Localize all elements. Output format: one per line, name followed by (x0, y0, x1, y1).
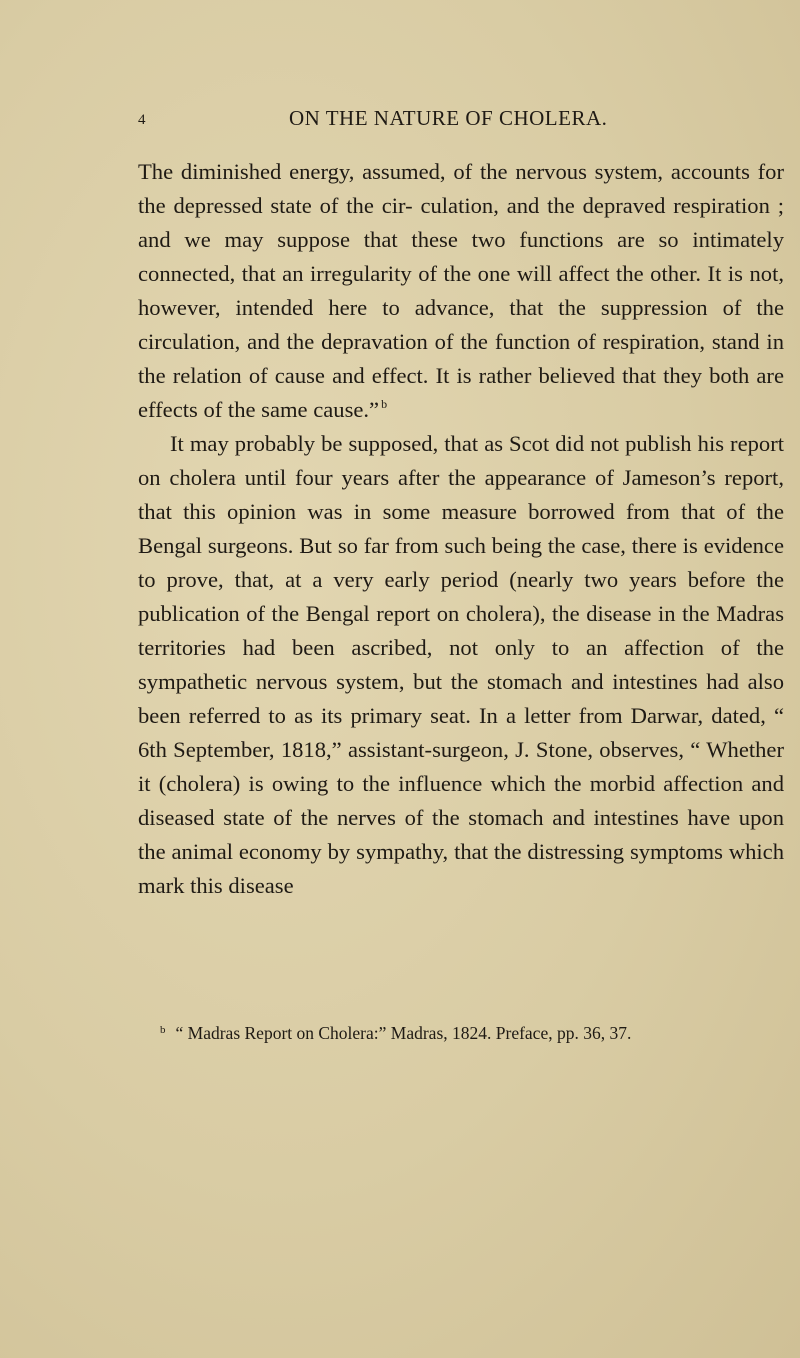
paragraph-1 (138, 155, 784, 427)
paragraph-1-text: The diminished energy, assumed, of the nervous system, accounts for the depressed state of the cir- culation, and the depraved respiration ; and we may suppose that these two functions are so intimately connected, that an irregularity of the one will affect the other. It is not, however, intended here to advance, that the suppression of the circulation, and the depravation of the function of respiration, stand in the relation of cause and effect. It is rather believed that they both are effects of the same cause.” (138, 159, 784, 422)
body-text (138, 155, 784, 903)
footnote-mark: b (160, 1024, 166, 1036)
running-head (138, 106, 778, 140)
footnote (160, 1018, 800, 1045)
paragraph-2: It may probably be supposed, that as Scot did not publish his report on cholera until four years after the appearance of Jameson’s report, that this opinion was in some measure borrowed from that of the Bengal surgeons. But so far from such being the case, there is evidence to prove, that, at a very early period (nearly two years before the publication of the Bengal report on cholera), the disease in the Madras territories had been ascribed, not only to an affection of the sympathetic nervous system, but the stomach and intestines had also been referred to as its primary seat. In a letter from Darwar, dated, “ 6th September, 1818,” assistant-surgeon, J. Stone, observes, “ Whether it (cholera) is owing to the influence which the morbid affection and diseased state of the nerves of the stomach and intestines have upon the animal economy by sympathy, that the distressing symptoms which mark this disease (138, 431, 784, 898)
page-number: 4 (138, 112, 146, 128)
running-title: ON THE NATURE OF CHOLERA. (289, 106, 608, 130)
footnote-reference-mark: b (381, 397, 388, 411)
footnote-text: “ Madras Report on Cholera:” Madras, 1824. Preface, pp. 36, 37. (175, 1023, 632, 1043)
